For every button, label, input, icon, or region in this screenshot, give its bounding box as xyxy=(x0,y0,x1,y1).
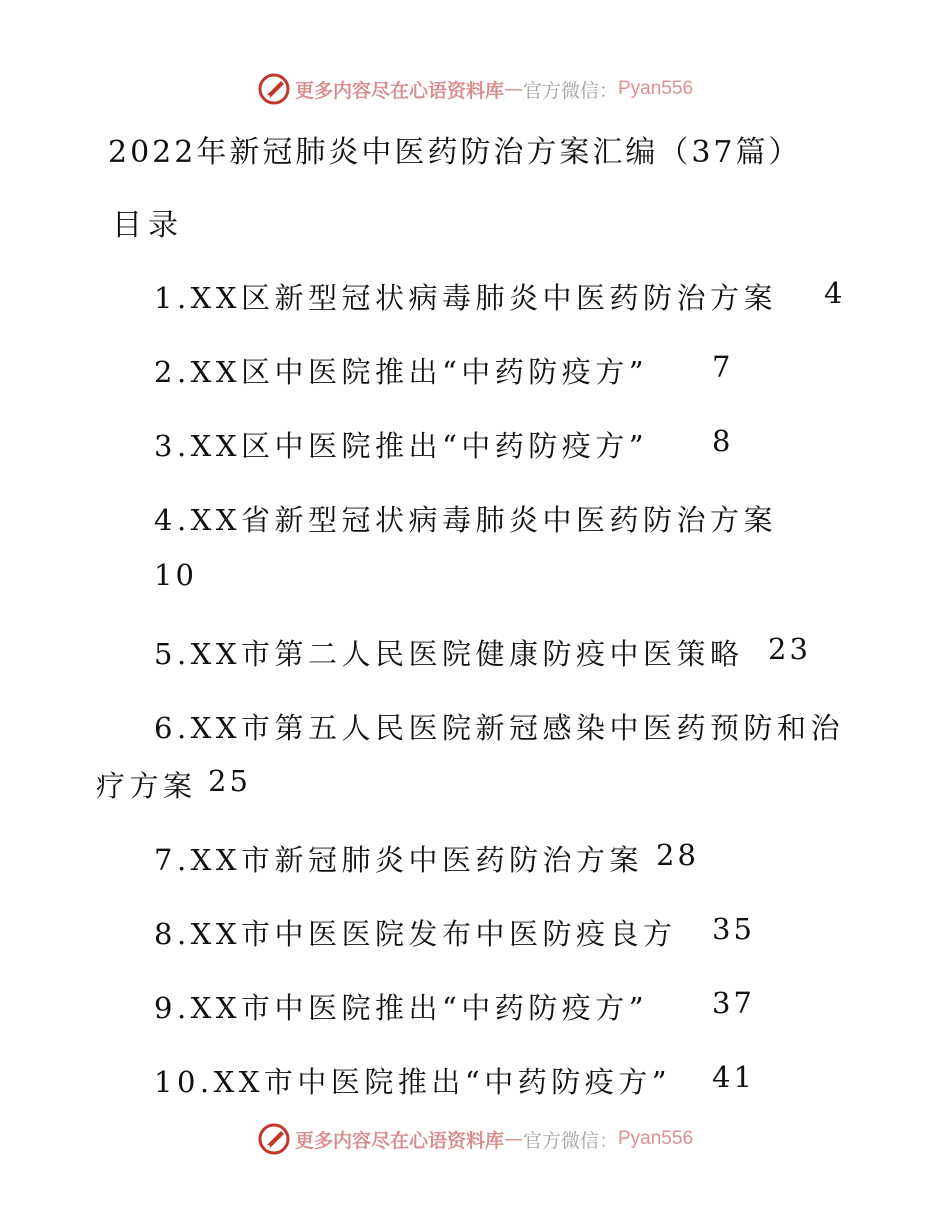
toc-entry-9-text: 9.XX市中医院推出“中药防疫方” xyxy=(154,991,649,1025)
toc-entry-6-text-cont: 疗方案 xyxy=(96,769,197,803)
watermark-bottom xyxy=(0,1122,950,1156)
toc-entry-9-page: 37 xyxy=(712,986,755,1020)
watermark-brand: 更多内容尽在心语资料库 xyxy=(294,1129,504,1152)
toc-entry-8-text: 8.XX市中医医院发布中医防疫良方 xyxy=(154,917,677,951)
toc-entry-7-text: 7.XX市新冠肺炎中医药防治方案 xyxy=(154,843,643,877)
toc-entry-6-page: 25 xyxy=(208,764,251,798)
document-title: 2022年新冠肺炎中医药防治方案汇编（37篇） xyxy=(108,135,802,170)
brand-logo-icon xyxy=(257,72,291,106)
brand-logo-icon xyxy=(257,1122,291,1156)
toc-entry-5-page: 23 xyxy=(768,632,811,666)
toc-entry-6-text: 6.XX市第五人民医院新冠感染中医药预防和治 xyxy=(154,711,844,745)
watermark-label: 官方微信： xyxy=(522,79,618,102)
watermark-id: Pyan556 xyxy=(618,1128,694,1149)
toc-entry-2-page: 7 xyxy=(712,350,734,384)
toc-entry-4-page: 10 xyxy=(154,558,197,592)
toc-entry-1-page: 4 xyxy=(824,276,846,310)
toc-entry-3-page: 8 xyxy=(712,424,734,458)
toc-entry-3-text: 3.XX区中医院推出“中药防疫方” xyxy=(154,429,649,463)
toc-entry-10-page: 41 xyxy=(712,1060,755,1094)
watermark-id: Pyan556 xyxy=(618,78,694,99)
toc-heading: 目录 xyxy=(112,208,184,243)
toc-entry-8-page: 35 xyxy=(712,912,755,946)
toc-entry-7-page: 28 xyxy=(656,838,699,872)
watermark-dash: — xyxy=(503,1128,523,1150)
watermark-label: 官方微信： xyxy=(522,1129,618,1152)
toc-entry-5-text: 5.XX市第二人民医院健康防疫中医策略 xyxy=(154,637,744,671)
toc-entry-1-text: 1.XX区新型冠状病毒肺炎中医药防治方案 xyxy=(154,281,777,315)
toc-entry-4-text: 4.XX省新型冠状病毒肺炎中医药防治方案 xyxy=(154,503,777,537)
watermark-brand: 更多内容尽在心语资料库 xyxy=(294,79,504,102)
toc-entry-2-text: 2.XX区中医院推出“中药防疫方” xyxy=(154,355,649,389)
watermark-top xyxy=(0,72,950,106)
toc-entry-10-text: 10.XX市中医院推出“中药防疫方” xyxy=(154,1065,672,1099)
watermark-dash: — xyxy=(503,78,523,100)
